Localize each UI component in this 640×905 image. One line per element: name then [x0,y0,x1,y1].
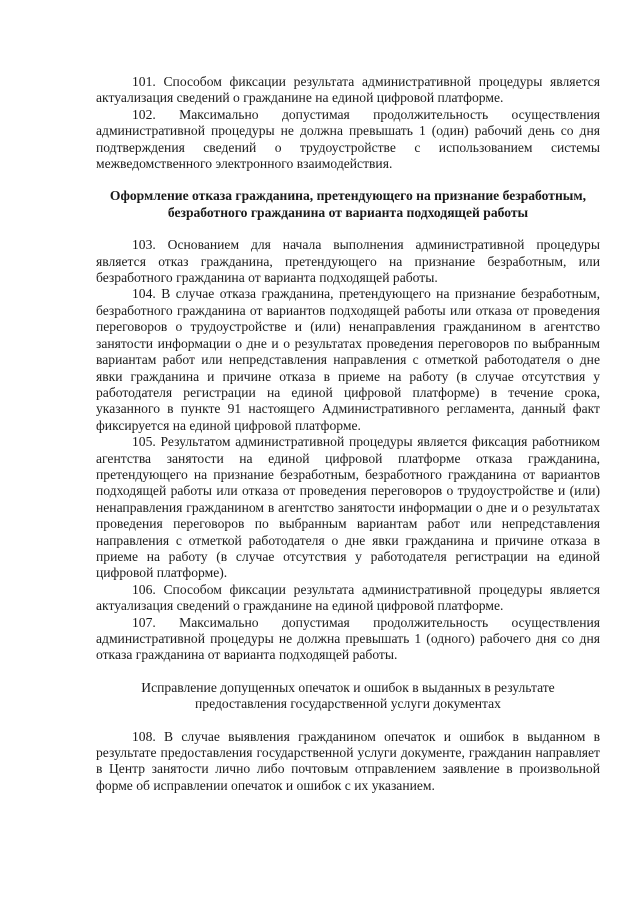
paragraph-107: 107. Максимально допустимая продолжительность осуществления административной процедуры не должна превышать 1 (одного) рабочего дня со дня отказа гражданина от варианта подходящей работы. [96,614,600,663]
paragraph-108: 108. В случае выявления гражданином опечаток и ошибок в выданном в результате предоставления государственной услуги документе, гражданин направляет в Центр занятости лично либо почтовым отправлением заявление в произвольной форме об исправлении опечаток и ошибок с их указанием. [96,728,600,793]
section-heading-corrections: Исправление допущенных опечаток и ошибок в выданных в результате предоставления государственной услуги документах [141,679,555,712]
paragraph-104: 104. В случае отказа гражданина, претендующего на признание безработным, безработного гражданина от вариантов подходящей работы или отказа от проведения переговоров о трудоустройстве и (или) ненаправления гражданином в агентство занятости информации о дне и о результатах проведения переговоров по выбранным вариантам работ или непредставления направления с отметкой работодателя о дне явки гражданина и причине отказа в приеме на работу (в случае отсутствия у работодателя регистрации на единой цифровой платформе) в течение срока, указанного в пункте 91 настоящего Административного регламента, данный факт фиксируется на единой цифровой платформе. [96,286,600,433]
paragraph-101: 101. Способом фиксации результата административной процедуры является актуализация сведений о гражданине на единой цифровой платформе. [96,74,600,106]
paragraph-105: 105. Результатом административной процедуры является фиксация работником агентства занятости на единой цифровой платформе отказа гражданина, претендующего на признание безработным, безработного гражданина от вариантов подходящей работы или отказа от проведения переговоров о трудоустройстве и (или) ненаправления гражданином в агентство занятости информации о дне и о результатах проведения переговоров по выбранным вариантам работ или непредставления направления с отметкой работодателя о дне явки гражданина и причине отказа в приеме на работу (в случае отсутствия у работодателя регистрации на единой цифровой платформе). [96,434,600,581]
section-heading-refusal: Оформление отказа гражданина, претендующего на признание безработным, безработного гражданина от варианта подходящей работы [109,188,587,220]
paragraph-106: 106. Способом фиксации результата административной процедуры является актуализация сведений о гражданине на единой цифровой платформе. [96,581,600,614]
paragraph-102: 102. Максимально допустимая продолжительность осуществления административной процедуры не должна превышать 1 (один) рабочий день со дня подтверждения сведений о трудоустройстве с использованием системы межведомственного электронного взаимодействия. [96,106,600,172]
paragraph-103: 103. Основанием для начала выполнения административной процедуры является отказ гражданина, претендующего на признание безработным, или безработного гражданина от варианта подходящей работы. [96,237,600,286]
